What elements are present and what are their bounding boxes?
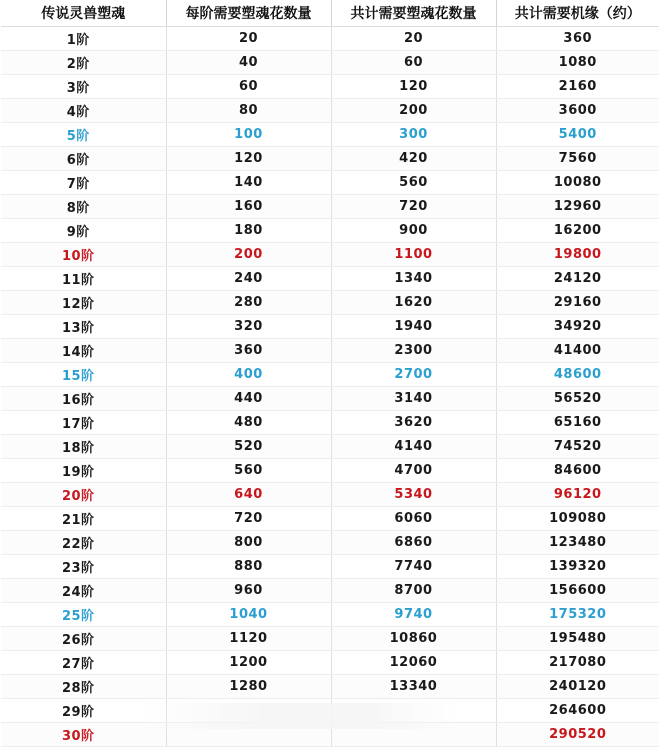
per-level-flowers-cell: 280 xyxy=(166,291,331,315)
per-level-flowers-cell: 140 xyxy=(166,171,331,195)
per-level-flowers-cell: 1280 xyxy=(166,675,331,699)
table-row xyxy=(1,291,659,315)
per-level-flowers-cell: 880 xyxy=(166,555,331,579)
per-level-flowers-cell: 1040 xyxy=(166,603,331,627)
level-cell: 16阶 xyxy=(1,387,166,411)
level-cell: 2阶 xyxy=(1,51,166,75)
total-flowers-cell: 6060 xyxy=(331,507,496,531)
level-cell: 3阶 xyxy=(1,75,166,99)
header-per-level-flowers: 每阶需要塑魂花数量 xyxy=(166,0,331,27)
level-cell: 5阶 xyxy=(1,123,166,147)
table-row xyxy=(1,267,659,291)
level-cell: 24阶 xyxy=(1,579,166,603)
table-row xyxy=(1,459,659,483)
total-fate-cell: 96120 xyxy=(496,483,659,507)
per-level-flowers-cell: 1200 xyxy=(166,651,331,675)
per-level-flowers-cell: 160 xyxy=(166,195,331,219)
level-cell: 9阶 xyxy=(1,219,166,243)
table-row xyxy=(1,483,659,507)
total-flowers-cell: 8700 xyxy=(331,579,496,603)
level-cell: 20阶 xyxy=(1,483,166,507)
per-level-flowers-cell: 80 xyxy=(166,99,331,123)
table-row xyxy=(1,531,659,555)
total-fate-cell: 24120 xyxy=(496,267,659,291)
total-flowers-cell: 4140 xyxy=(331,435,496,459)
total-fate-cell: 84600 xyxy=(496,459,659,483)
table-body xyxy=(1,27,659,747)
total-fate-cell: 29160 xyxy=(496,291,659,315)
level-cell: 4阶 xyxy=(1,99,166,123)
total-flowers-cell: 1620 xyxy=(331,291,496,315)
table-row xyxy=(1,51,659,75)
level-cell: 17阶 xyxy=(1,411,166,435)
total-fate-cell: 2160 xyxy=(496,75,659,99)
per-level-flowers-cell: 400 xyxy=(166,363,331,387)
level-cell: 29阶 xyxy=(1,699,166,723)
table-row xyxy=(1,363,659,387)
total-flowers-cell: 200 xyxy=(331,99,496,123)
level-cell: 7阶 xyxy=(1,171,166,195)
level-cell: 18阶 xyxy=(1,435,166,459)
total-flowers-cell: 13340 xyxy=(331,675,496,699)
total-fate-cell: 34920 xyxy=(496,315,659,339)
per-level-flowers-cell: 520 xyxy=(166,435,331,459)
total-flowers-cell: 20 xyxy=(331,27,496,51)
total-fate-cell: 12960 xyxy=(496,195,659,219)
total-flowers-cell: 5340 xyxy=(331,483,496,507)
table-row xyxy=(1,123,659,147)
per-level-flowers-cell: 960 xyxy=(166,579,331,603)
total-fate-cell: 5400 xyxy=(496,123,659,147)
level-cell: 23阶 xyxy=(1,555,166,579)
per-level-flowers-cell: 640 xyxy=(166,483,331,507)
table-row xyxy=(1,579,659,603)
per-level-flowers-cell: 1120 xyxy=(166,627,331,651)
total-fate-cell: 195480 xyxy=(496,627,659,651)
total-flowers-cell: 560 xyxy=(331,171,496,195)
total-fate-cell: 217080 xyxy=(496,651,659,675)
table-header-row xyxy=(1,0,659,27)
table-row xyxy=(1,315,659,339)
total-fate-cell: 3600 xyxy=(496,99,659,123)
total-fate-cell: 56520 xyxy=(496,387,659,411)
total-flowers-cell: 300 xyxy=(331,123,496,147)
total-fate-cell: 65160 xyxy=(496,411,659,435)
per-level-flowers-cell: 20 xyxy=(166,27,331,51)
total-flowers-cell: 1340 xyxy=(331,267,496,291)
total-flowers-cell: 10860 xyxy=(331,627,496,651)
table-row xyxy=(1,171,659,195)
total-fate-cell: 48600 xyxy=(496,363,659,387)
table-row xyxy=(1,147,659,171)
total-fate-cell: 264600 xyxy=(496,699,659,723)
table-row xyxy=(1,603,659,627)
level-cell: 6阶 xyxy=(1,147,166,171)
total-fate-cell: 360 xyxy=(496,27,659,51)
level-cell: 25阶 xyxy=(1,603,166,627)
table-row xyxy=(1,387,659,411)
header-total-flowers: 共计需要塑魂花数量 xyxy=(331,0,496,27)
per-level-flowers-cell: 100 xyxy=(166,123,331,147)
level-cell: 14阶 xyxy=(1,339,166,363)
level-cell: 15阶 xyxy=(1,363,166,387)
table-row xyxy=(1,555,659,579)
level-cell: 1阶 xyxy=(1,27,166,51)
per-level-flowers-cell: 480 xyxy=(166,411,331,435)
total-fate-cell: 1080 xyxy=(496,51,659,75)
total-fate-cell: 175320 xyxy=(496,603,659,627)
level-cell: 19阶 xyxy=(1,459,166,483)
per-level-flowers-cell: 40 xyxy=(166,51,331,75)
level-cell: 28阶 xyxy=(1,675,166,699)
total-flowers-cell: 9740 xyxy=(331,603,496,627)
table-row xyxy=(1,339,659,363)
table-row xyxy=(1,75,659,99)
table-row xyxy=(1,243,659,267)
total-fate-cell: 139320 xyxy=(496,555,659,579)
watermark-blur xyxy=(140,703,460,729)
total-flowers-cell: 2300 xyxy=(331,339,496,363)
table-row xyxy=(1,195,659,219)
per-level-flowers-cell: 440 xyxy=(166,387,331,411)
table-row xyxy=(1,219,659,243)
spirit-beast-upgrade-table xyxy=(1,0,659,747)
total-fate-cell: 19800 xyxy=(496,243,659,267)
table-row xyxy=(1,435,659,459)
total-flowers-cell: 720 xyxy=(331,195,496,219)
level-cell: 11阶 xyxy=(1,267,166,291)
table-row xyxy=(1,651,659,675)
per-level-flowers-cell: 320 xyxy=(166,315,331,339)
per-level-flowers-cell: 60 xyxy=(166,75,331,99)
header-total-fate: 共计需要机缘（约） xyxy=(496,0,659,27)
table-row xyxy=(1,675,659,699)
per-level-flowers-cell: 800 xyxy=(166,531,331,555)
total-fate-cell: 109080 xyxy=(496,507,659,531)
level-cell: 26阶 xyxy=(1,627,166,651)
per-level-flowers-cell: 720 xyxy=(166,507,331,531)
total-flowers-cell: 900 xyxy=(331,219,496,243)
per-level-flowers-cell: 360 xyxy=(166,339,331,363)
level-cell: 12阶 xyxy=(1,291,166,315)
per-level-flowers-cell: 180 xyxy=(166,219,331,243)
total-flowers-cell: 420 xyxy=(331,147,496,171)
table-row xyxy=(1,627,659,651)
total-flowers-cell: 6860 xyxy=(331,531,496,555)
table-row xyxy=(1,411,659,435)
total-fate-cell: 16200 xyxy=(496,219,659,243)
total-flowers-cell: 4700 xyxy=(331,459,496,483)
level-cell: 27阶 xyxy=(1,651,166,675)
level-cell: 21阶 xyxy=(1,507,166,531)
total-flowers-cell: 1940 xyxy=(331,315,496,339)
level-cell: 22阶 xyxy=(1,531,166,555)
total-flowers-cell: 1100 xyxy=(331,243,496,267)
total-flowers-cell: 7740 xyxy=(331,555,496,579)
per-level-flowers-cell: 120 xyxy=(166,147,331,171)
level-cell: 10阶 xyxy=(1,243,166,267)
total-flowers-cell: 120 xyxy=(331,75,496,99)
table-row xyxy=(1,27,659,51)
level-cell: 30阶 xyxy=(1,723,166,747)
total-flowers-cell: 3620 xyxy=(331,411,496,435)
total-fate-cell: 7560 xyxy=(496,147,659,171)
level-cell: 8阶 xyxy=(1,195,166,219)
header-level: 传说灵兽塑魂 xyxy=(1,0,166,27)
total-flowers-cell: 2700 xyxy=(331,363,496,387)
table-row xyxy=(1,507,659,531)
total-flowers-cell: 3140 xyxy=(331,387,496,411)
table-row xyxy=(1,99,659,123)
per-level-flowers-cell: 200 xyxy=(166,243,331,267)
total-fate-cell: 156600 xyxy=(496,579,659,603)
total-fate-cell: 10080 xyxy=(496,171,659,195)
total-fate-cell: 123480 xyxy=(496,531,659,555)
total-flowers-cell: 60 xyxy=(331,51,496,75)
level-cell: 13阶 xyxy=(1,315,166,339)
total-flowers-cell: 12060 xyxy=(331,651,496,675)
total-fate-cell: 41400 xyxy=(496,339,659,363)
per-level-flowers-cell: 560 xyxy=(166,459,331,483)
total-fate-cell: 240120 xyxy=(496,675,659,699)
per-level-flowers-cell: 240 xyxy=(166,267,331,291)
total-fate-cell: 290520 xyxy=(496,723,659,747)
total-fate-cell: 74520 xyxy=(496,435,659,459)
